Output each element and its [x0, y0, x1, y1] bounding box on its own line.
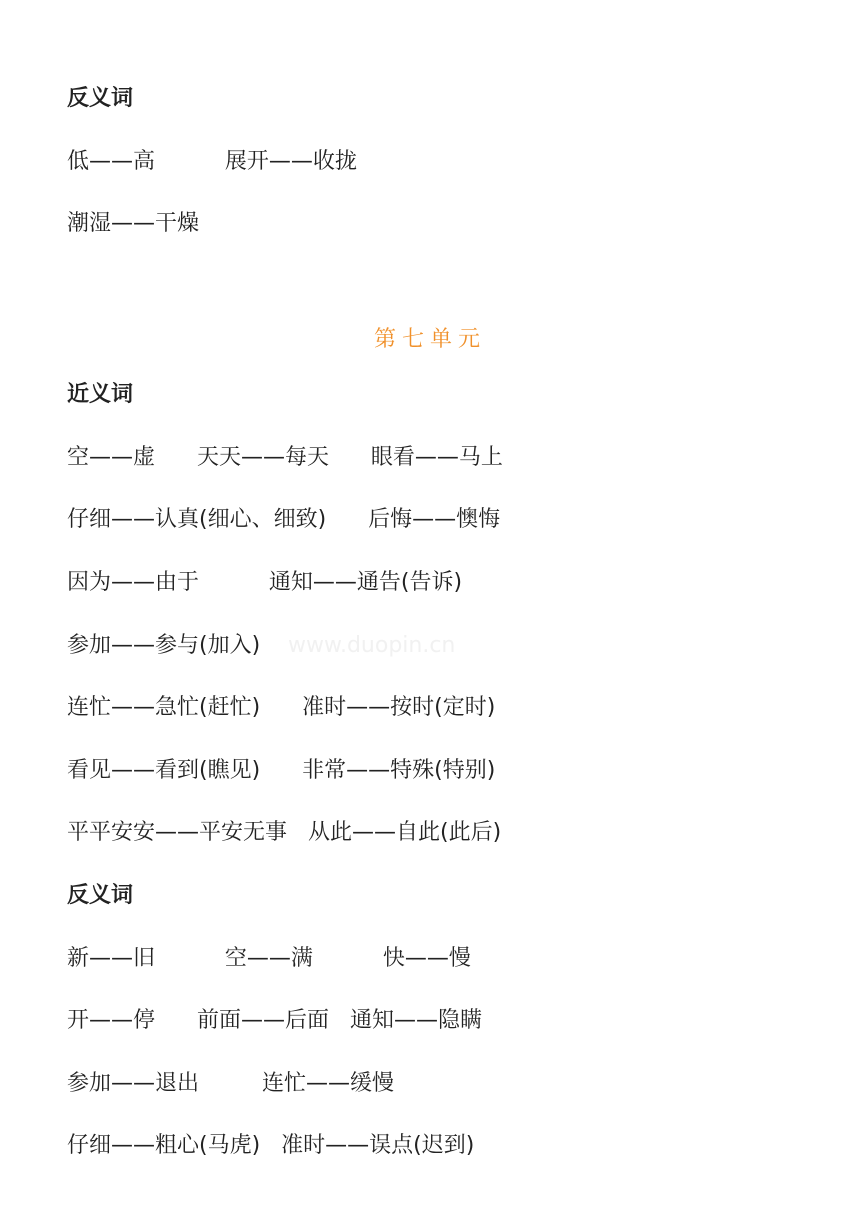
antonym-line: 低——高 展开——收拢	[67, 149, 357, 174]
synonym-line: 看见——看到(瞧见) 非常——特殊(特别)	[67, 758, 496, 783]
antonym-line: 参加——退出 连忙——缓慢	[67, 1071, 394, 1096]
antonym-line: 潮湿——干燥	[67, 211, 200, 236]
antonym-line: 新——旧 空——满 快——慢	[67, 946, 471, 971]
synonym-line: 仔细——认真(细心、细致) 后悔——懊悔	[67, 507, 501, 532]
synonym-line: 平平安安——平安无事 从此——自此(此后)	[67, 820, 502, 845]
section-antonyms-heading: 反义词	[67, 86, 134, 111]
synonyms-heading: 近义词	[67, 382, 134, 407]
unit-title: 第七单元	[373, 327, 486, 352]
antonym-line: 开——停 前面——后面 通知——隐瞒	[67, 1008, 482, 1033]
antonyms-heading: 反义词	[67, 883, 134, 908]
synonym-line: 因为——由于 通知——通告(告诉)	[67, 570, 463, 595]
synonym-line: 连忙——急忙(赶忙) 准时——按时(定时)	[67, 695, 496, 720]
antonym-line: 仔细——粗心(马虎) 准时——误点(迟到)	[67, 1133, 475, 1158]
synonym-line: 空——虚 天天——每天 眼看——马上	[67, 445, 503, 470]
synonym-line: 参加——参与(加入)	[67, 633, 261, 658]
watermark: www.duopin.cn	[288, 633, 456, 658]
